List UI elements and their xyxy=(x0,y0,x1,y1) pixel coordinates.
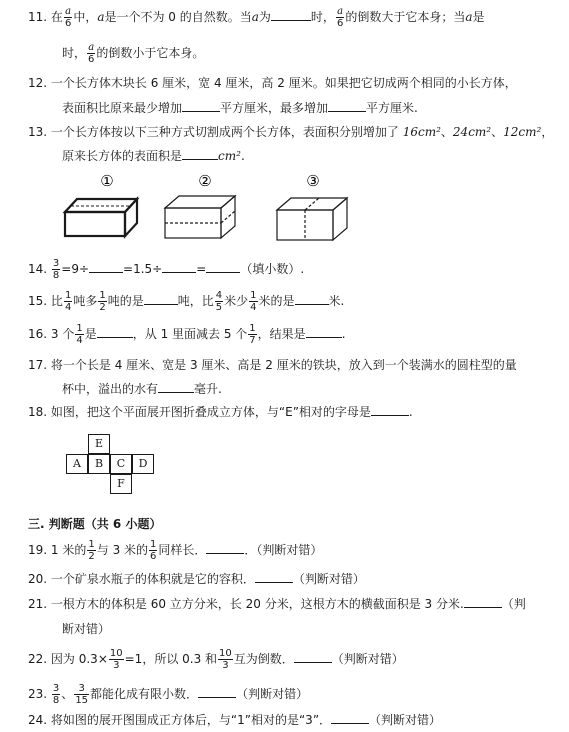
fraction-numerator: 10 xyxy=(109,648,123,659)
question-19-line xyxy=(28,539,322,562)
fraction-denominator: 15 xyxy=(75,695,89,706)
answer-blank[interactable] xyxy=(206,260,240,273)
text: . xyxy=(408,405,413,419)
fraction-denominator: 6 xyxy=(150,551,157,562)
block-label-2: ② xyxy=(198,172,212,190)
variable: a xyxy=(465,10,473,24)
question-20-line xyxy=(28,570,365,588)
text: 是 xyxy=(84,327,97,341)
answer-blank[interactable] xyxy=(162,260,196,273)
question-number: 16. xyxy=(28,327,48,341)
question-15-line xyxy=(28,290,344,313)
fraction-denominator: 8 xyxy=(52,695,60,706)
text: 24. 将如图的展开图围成正方体后，与“1”相对的是“3”． xyxy=(28,713,332,727)
text: （判 xyxy=(501,597,526,611)
text: 是 xyxy=(472,10,485,24)
fraction xyxy=(218,648,233,671)
question-number: 11. xyxy=(28,10,48,24)
text: 3 个 xyxy=(50,327,75,341)
text: 表面积比原来最少增加 xyxy=(62,101,183,115)
fraction-denominator: 7 xyxy=(249,335,256,346)
fraction xyxy=(249,290,257,313)
question-17-line-2 xyxy=(62,380,222,398)
answer-blank[interactable] xyxy=(158,380,194,393)
question-13-line-1 xyxy=(28,123,553,141)
fraction xyxy=(64,290,72,313)
question-11-line-2 xyxy=(62,42,204,65)
fraction-numerator: 1 xyxy=(150,539,157,550)
text: 13. 一个长方体按以下三种方式切割成两个长方体，表面积分别增加了 xyxy=(28,125,403,139)
answer-blank[interactable] xyxy=(89,260,123,273)
answer-blank[interactable] xyxy=(198,685,236,698)
text: 时， xyxy=(62,46,87,60)
value: 12cm² xyxy=(503,125,542,139)
text: 原来长方体的表面积是 xyxy=(62,149,183,163)
text: 因为 0.3× xyxy=(50,652,108,666)
text: 18. 如图，把这个平面展开图折叠成立方体，与“E”相对的字母是 xyxy=(28,405,371,419)
text: = xyxy=(196,262,207,276)
fraction xyxy=(52,258,60,281)
question-number: 19. xyxy=(28,543,48,557)
text: 的倒数小于它本身。 xyxy=(96,46,205,60)
answer-blank[interactable] xyxy=(182,99,220,112)
fraction-numerator: 3 xyxy=(74,683,89,695)
question-21-line-1 xyxy=(28,595,526,613)
question-16-line xyxy=(28,323,346,346)
text: 1 米的 xyxy=(50,543,87,557)
question-24-line xyxy=(28,711,441,729)
fraction-denominator: 5 xyxy=(215,302,223,313)
fraction-numerator: a xyxy=(337,6,344,17)
answer-blank[interactable] xyxy=(182,147,218,160)
text: ， xyxy=(541,125,554,139)
fraction-denominator: 8 xyxy=(52,270,60,281)
net-cell-b: B xyxy=(88,454,110,474)
text: =9÷ xyxy=(61,262,90,276)
fraction-denominator: 6 xyxy=(64,18,72,29)
text: 中， xyxy=(73,10,98,24)
question-21-line-2: 断对错） xyxy=(62,622,111,636)
answer-blank[interactable] xyxy=(371,403,409,416)
text: （判断对错） xyxy=(331,652,404,666)
fraction-numerator: a xyxy=(88,42,95,53)
answer-blank[interactable] xyxy=(144,292,178,305)
section-heading: 三. 判断题（共 6 小题） xyxy=(28,517,162,531)
text: （判断对错） xyxy=(292,572,365,586)
text: 是一个不为 0 的自然数。当 xyxy=(104,10,252,24)
question-12-line-1: 12. 一个长方体木块长 6 厘米，宽 4 厘米，高 2 厘米。如果把它切成两个相同的小长方体， xyxy=(28,76,517,90)
fraction xyxy=(52,683,60,706)
variable: a xyxy=(97,10,105,24)
text: 与 3 米的 xyxy=(96,543,149,557)
text: 比 xyxy=(50,294,63,308)
net-cell-e: E xyxy=(88,434,110,454)
fraction-numerator: 3 xyxy=(52,258,60,269)
fraction-denominator: 4 xyxy=(64,302,72,313)
question-13-line-2 xyxy=(62,147,245,165)
text: 吨的是 xyxy=(107,294,144,308)
fraction-numerator: 1 xyxy=(99,290,106,301)
text: （判断对错） xyxy=(369,713,442,727)
text: 互为倒数． xyxy=(233,652,294,666)
question-number: 22. xyxy=(28,652,48,666)
text: 在 xyxy=(50,10,63,24)
question-number: 15. xyxy=(28,294,48,308)
fraction-denominator: 3 xyxy=(222,660,229,671)
fraction xyxy=(215,290,223,313)
question-number: 14. xyxy=(28,262,48,276)
answer-blank[interactable] xyxy=(306,325,342,338)
answer-blank[interactable] xyxy=(295,292,329,305)
text: 都能化成有限小数． xyxy=(90,687,199,701)
question-number: 23. xyxy=(28,687,48,701)
text: 杯中，溢出的水有 xyxy=(62,382,159,396)
text: 为 xyxy=(258,10,271,24)
answer-blank[interactable] xyxy=(464,595,502,608)
fraction xyxy=(74,683,89,706)
question-11-line-1 xyxy=(28,6,485,29)
fraction-numerator: a xyxy=(65,6,72,17)
question-17-line-1: 17. 将一个长是 4 厘米、宽是 3 厘米、高是 2 厘米的铁块，放入到一个装满水的圆柱型的量 xyxy=(28,358,517,372)
fraction xyxy=(98,290,106,313)
answer-blank[interactable] xyxy=(206,541,244,554)
text: 吨多 xyxy=(73,294,98,308)
text: ，从 1 里面减去 5 个 xyxy=(132,327,248,341)
fraction-denominator: 4 xyxy=(250,302,257,313)
answer-blank[interactable] xyxy=(255,570,293,583)
question-14-line xyxy=(28,258,304,281)
text: 毫升. xyxy=(194,382,222,396)
text: 、 xyxy=(61,687,74,701)
question-23-line xyxy=(28,683,308,706)
text: ，结果是 xyxy=(257,327,306,341)
net-cell-a: A xyxy=(66,454,88,474)
text: =1，所以 0.3 和 xyxy=(124,652,218,666)
fraction xyxy=(248,323,256,346)
text: 米的是 xyxy=(258,294,295,308)
variable: a xyxy=(251,10,259,24)
answer-blank[interactable] xyxy=(97,325,133,338)
text: 20. 一个矿泉水瓶子的体积就是它的容积． xyxy=(28,572,255,586)
fraction-numerator: 1 xyxy=(249,323,256,334)
fraction-numerator: 10 xyxy=(219,648,232,659)
text: 米. xyxy=(328,294,345,308)
text: 、 xyxy=(491,125,504,139)
fraction-numerator: 1 xyxy=(88,539,95,550)
question-12-line-2 xyxy=(62,99,418,117)
fraction-denominator: 2 xyxy=(88,551,95,562)
block-3 xyxy=(277,198,347,240)
block-2 xyxy=(165,196,235,238)
block-label-1: ① xyxy=(100,172,114,190)
fraction xyxy=(109,648,124,671)
fraction-numerator: 3 xyxy=(52,683,60,694)
fraction xyxy=(149,539,157,562)
value: 24cm² xyxy=(452,125,492,139)
question-18-line xyxy=(28,403,413,421)
question-22-line xyxy=(28,648,404,671)
text: （填小数）. xyxy=(240,262,305,276)
text: 的倒数大于它本身；当 xyxy=(345,10,466,24)
text: （判断对错） xyxy=(236,687,309,701)
cube-net-diagram xyxy=(66,434,166,494)
block-label-3: ③ xyxy=(306,172,320,190)
fraction xyxy=(64,6,72,29)
fraction-denominator: 4 xyxy=(76,335,83,346)
fraction xyxy=(336,6,344,29)
fraction-denominator: 6 xyxy=(336,18,344,29)
fraction-denominator: 3 xyxy=(113,660,120,671)
text: 21. 一根方木的体积是 60 立方分米，长 20 分米，这根方木的横截面积是 3 分米. xyxy=(28,597,464,611)
fraction-denominator: 6 xyxy=(88,54,95,65)
block-1 xyxy=(65,199,137,236)
text: =1.5÷ xyxy=(123,262,163,276)
net-cell-f: F xyxy=(110,474,132,494)
text: . xyxy=(341,327,346,341)
net-cell-d: D xyxy=(132,454,154,474)
text: ．（判断对错） xyxy=(244,543,323,557)
text: 、 xyxy=(440,125,453,139)
fraction-numerator: 1 xyxy=(250,290,257,301)
value: 16cm² xyxy=(402,125,441,139)
fraction xyxy=(87,42,95,65)
text: 时， xyxy=(310,10,335,24)
unit: cm² xyxy=(218,149,241,163)
text: 平方厘米. xyxy=(366,101,418,115)
fraction-denominator: 2 xyxy=(99,302,106,313)
cut-blocks-diagram xyxy=(55,172,375,252)
fraction xyxy=(75,323,83,346)
text: 吨，比 xyxy=(177,294,214,308)
fraction-numerator: 1 xyxy=(76,323,83,334)
fraction-numerator: 1 xyxy=(64,290,72,301)
answer-blank[interactable] xyxy=(331,711,369,724)
text: 平方厘米，最多增加 xyxy=(220,101,329,115)
answer-blank[interactable] xyxy=(328,99,366,112)
text: 同样长． xyxy=(158,543,207,557)
net-cell-c: C xyxy=(110,454,132,474)
text: . xyxy=(240,149,245,163)
answer-blank[interactable] xyxy=(271,8,311,21)
text: 米少 xyxy=(224,294,249,308)
answer-blank[interactable] xyxy=(294,650,332,663)
fraction xyxy=(87,539,95,562)
fraction-numerator: 4 xyxy=(215,290,223,301)
